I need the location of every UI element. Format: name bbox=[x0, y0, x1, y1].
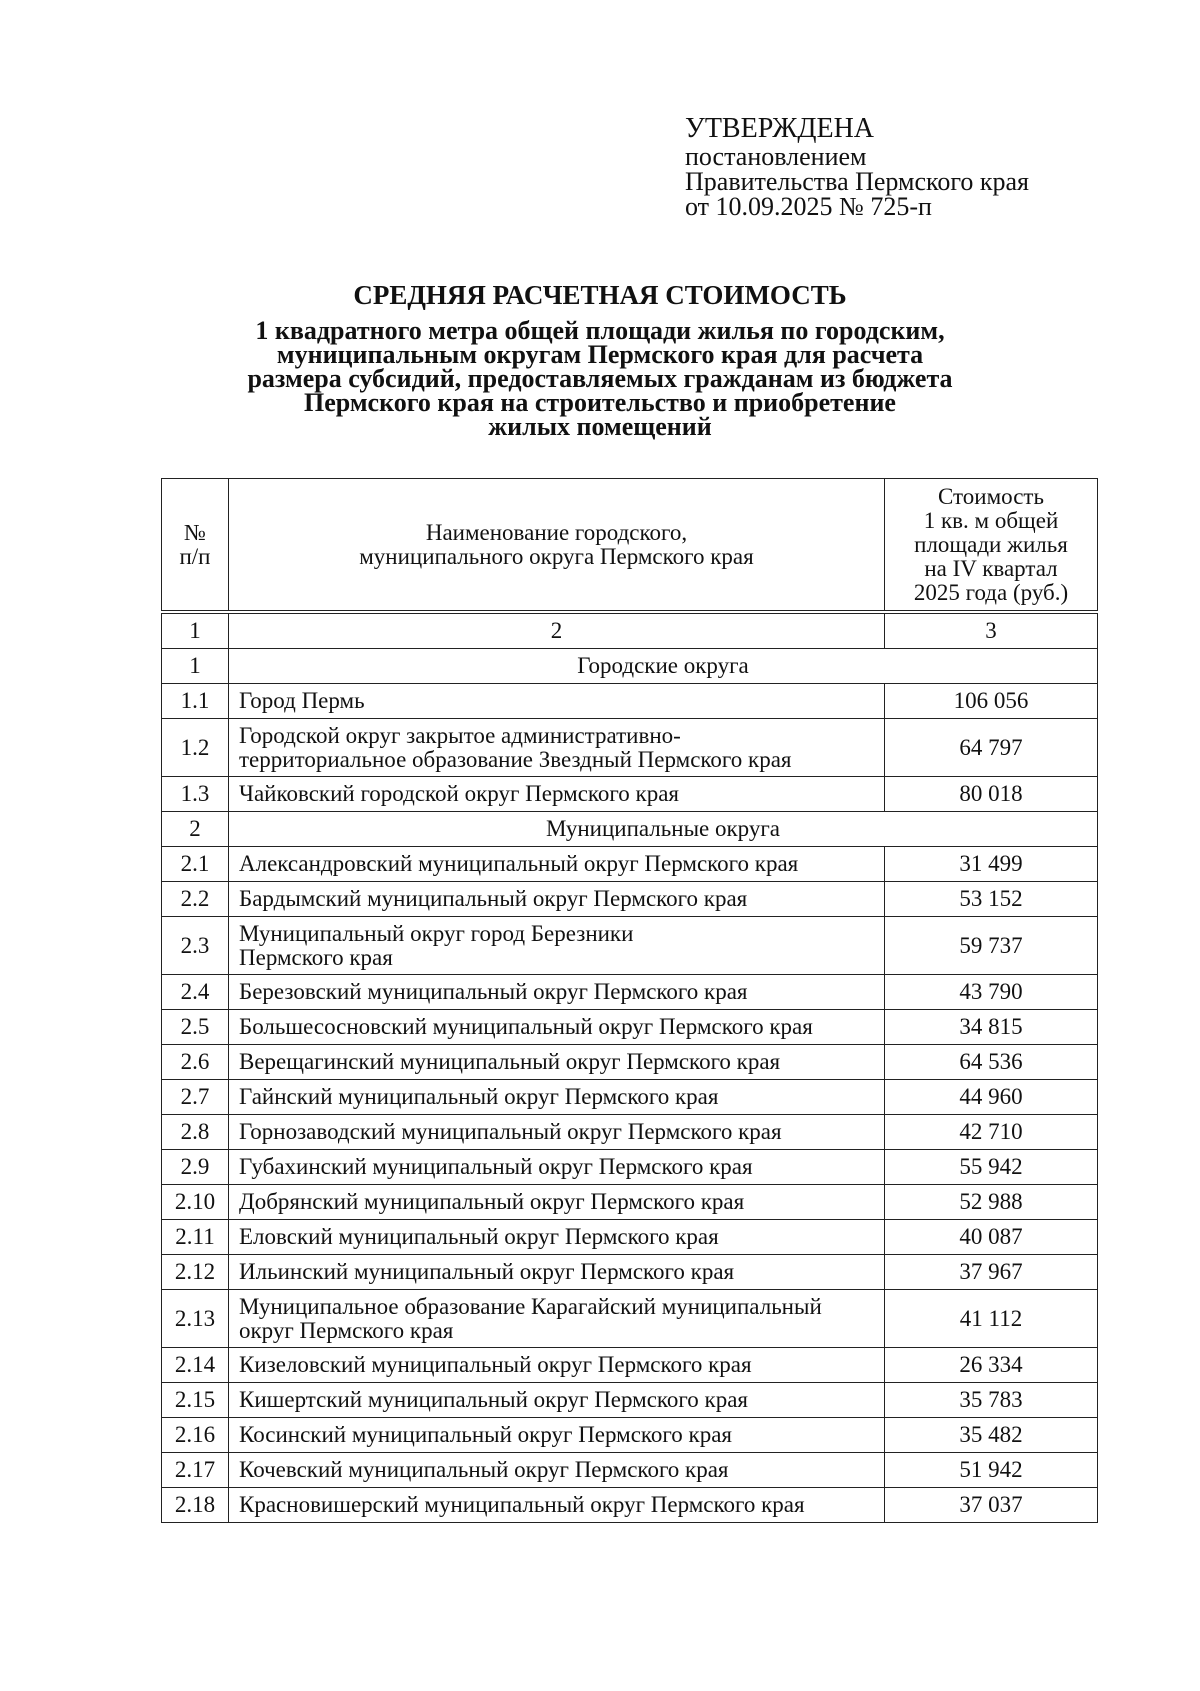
table-row bbox=[162, 1115, 1098, 1150]
district-name bbox=[229, 1255, 885, 1290]
row-number: 2.16 bbox=[162, 1418, 229, 1453]
row-number: 2.13 bbox=[162, 1290, 229, 1348]
title-sub-line: 1 квадратного метра общей площади жилья по городским, bbox=[255, 316, 945, 345]
table-header-row bbox=[162, 479, 1098, 613]
district-name bbox=[229, 882, 885, 917]
cost-value: 37 037 bbox=[885, 1488, 1098, 1523]
district-name bbox=[229, 684, 885, 719]
table-row bbox=[162, 1383, 1098, 1418]
approval-line-1: постановлением bbox=[685, 142, 867, 171]
cost-value: 43 790 bbox=[885, 975, 1098, 1010]
row-number: 2.9 bbox=[162, 1150, 229, 1185]
district-name bbox=[229, 1010, 885, 1045]
district-name-line: Бардымский муниципальный округ Пермского края bbox=[239, 886, 748, 911]
cost-value: 31 499 bbox=[885, 847, 1098, 882]
row-number: 2 bbox=[162, 812, 229, 847]
cost-value: 106 056 bbox=[885, 684, 1098, 719]
row-number: 2.18 bbox=[162, 1488, 229, 1523]
cost-value: 64 797 bbox=[885, 719, 1098, 777]
table-row bbox=[162, 1453, 1098, 1488]
district-name-line: Добрянский муниципальный округ Пермского края bbox=[239, 1189, 745, 1214]
document-title bbox=[150, 279, 1050, 439]
row-number: 2.10 bbox=[162, 1185, 229, 1220]
row-number: 2.15 bbox=[162, 1383, 229, 1418]
district-name-line: Кочевский муниципальный округ Пермского края bbox=[239, 1457, 729, 1482]
district-name bbox=[229, 1488, 885, 1523]
table-row bbox=[162, 1290, 1098, 1348]
district-name-line: Косинский муниципальный округ Пермского края bbox=[239, 1422, 733, 1447]
cost-value: 59 737 bbox=[885, 917, 1098, 975]
district-name-line: Муниципальный округ город Березники bbox=[239, 920, 634, 946]
district-name-line: территориальное образование Звездный Пермского края bbox=[239, 746, 792, 772]
approval-line-3: от 10.09.2025 № 725-п bbox=[685, 192, 932, 221]
district-name-line: округ Пермского края bbox=[239, 1317, 454, 1343]
district-name-line: Березовский муниципальный округ Пермского края bbox=[239, 979, 748, 1004]
approval-block bbox=[685, 114, 1029, 219]
district-name bbox=[229, 1383, 885, 1418]
district-name-line: Красновишерский муниципальный округ Пермского края bbox=[239, 1492, 805, 1517]
cost-value: 42 710 bbox=[885, 1115, 1098, 1150]
cost-value: 35 482 bbox=[885, 1418, 1098, 1453]
table-row bbox=[162, 1348, 1098, 1383]
district-name-line: Кизеловский муниципальный округ Пермского края bbox=[239, 1352, 752, 1377]
table-row bbox=[162, 777, 1098, 812]
row-number: 2.5 bbox=[162, 1010, 229, 1045]
column-index: 3 bbox=[885, 612, 1098, 649]
row-number: 2.3 bbox=[162, 917, 229, 975]
cost-value: 80 018 bbox=[885, 777, 1098, 812]
district-name-line: Ильинский муниципальный округ Пермского края bbox=[239, 1259, 735, 1284]
district-name-line: Верещагинский муниципальный округ Пермского края bbox=[239, 1049, 781, 1074]
cost-value: 52 988 bbox=[885, 1185, 1098, 1220]
cost-value: 51 942 bbox=[885, 1453, 1098, 1488]
cost-value: 64 536 bbox=[885, 1045, 1098, 1080]
row-number: 2.12 bbox=[162, 1255, 229, 1290]
table-row bbox=[162, 882, 1098, 917]
section-row bbox=[162, 649, 1098, 684]
approval-line-2: Правительства Пермского края bbox=[685, 167, 1029, 196]
cost-table bbox=[161, 478, 1098, 1523]
district-name-line: Муниципальное образование Карагайский муниципальный bbox=[239, 1293, 822, 1319]
cost-value: 41 112 bbox=[885, 1290, 1098, 1348]
table-row bbox=[162, 975, 1098, 1010]
district-name bbox=[229, 975, 885, 1010]
title-sub-line: муниципальным округам Пермского края для расчета bbox=[276, 340, 924, 369]
district-name bbox=[229, 1185, 885, 1220]
cost-value: 37 967 bbox=[885, 1255, 1098, 1290]
district-name-line: Александровский муниципальный округ Пермского края bbox=[239, 851, 799, 876]
district-name bbox=[229, 1045, 885, 1080]
title-sub-line: Пермского края на строительство и приобретение bbox=[304, 388, 896, 417]
cost-value: 53 152 bbox=[885, 882, 1098, 917]
district-name bbox=[229, 719, 885, 777]
header-name: Наименование городского, муниципального округа Пермского края bbox=[229, 479, 885, 613]
district-name-line: Город Пермь bbox=[239, 688, 365, 713]
table-row bbox=[162, 1010, 1098, 1045]
table-row bbox=[162, 719, 1098, 777]
district-name-line: Гайнский муниципальный округ Пермского края bbox=[239, 1084, 719, 1109]
district-name bbox=[229, 777, 885, 812]
table-row bbox=[162, 847, 1098, 882]
district-name bbox=[229, 1418, 885, 1453]
row-number: 2.1 bbox=[162, 847, 229, 882]
header-num: № п/п bbox=[162, 479, 229, 613]
table-row bbox=[162, 917, 1098, 975]
table-row bbox=[162, 1255, 1098, 1290]
table-row bbox=[162, 1185, 1098, 1220]
column-index: 1 bbox=[162, 612, 229, 649]
district-name-line: Большесосновский муниципальный округ Пермского края bbox=[239, 1014, 813, 1039]
table-row bbox=[162, 1045, 1098, 1080]
district-name-line: Еловский муниципальный округ Пермского края bbox=[239, 1224, 719, 1249]
cost-value: 34 815 bbox=[885, 1010, 1098, 1045]
column-index-row bbox=[162, 612, 1098, 649]
table-row bbox=[162, 684, 1098, 719]
table-row bbox=[162, 1150, 1098, 1185]
district-name bbox=[229, 1220, 885, 1255]
table-row bbox=[162, 1488, 1098, 1523]
row-number: 2.8 bbox=[162, 1115, 229, 1150]
district-name-line: Кишертский муниципальный округ Пермского края bbox=[239, 1387, 749, 1412]
title-sub-line: размера субсидий, предоставляемых гражданам из бюджета bbox=[247, 364, 953, 393]
title-subtitle bbox=[150, 316, 1050, 441]
row-number: 1 bbox=[162, 649, 229, 684]
district-name bbox=[229, 1150, 885, 1185]
title-main: СРЕДНЯЯ РАСЧЕТНАЯ СТОИМОСТЬ bbox=[353, 280, 847, 310]
row-number: 1.2 bbox=[162, 719, 229, 777]
table-row bbox=[162, 1080, 1098, 1115]
row-number: 2.6 bbox=[162, 1045, 229, 1080]
section-row bbox=[162, 812, 1098, 847]
cost-value: 44 960 bbox=[885, 1080, 1098, 1115]
approval-stamp: УТВЕРЖДЕНА bbox=[685, 113, 875, 144]
row-number: 2.17 bbox=[162, 1453, 229, 1488]
district-name bbox=[229, 1115, 885, 1150]
district-name bbox=[229, 1453, 885, 1488]
section-title: Городские округа bbox=[229, 649, 1098, 684]
section-title: Муниципальные округа bbox=[229, 812, 1098, 847]
district-name-line: Горнозаводский муниципальный округ Пермского края bbox=[239, 1119, 782, 1144]
row-number: 1.1 bbox=[162, 684, 229, 719]
row-number: 2.11 bbox=[162, 1220, 229, 1255]
cost-value: 55 942 bbox=[885, 1150, 1098, 1185]
district-name bbox=[229, 917, 885, 975]
row-number: 2.14 bbox=[162, 1348, 229, 1383]
cost-value: 26 334 bbox=[885, 1348, 1098, 1383]
row-number: 2.4 bbox=[162, 975, 229, 1010]
district-name bbox=[229, 1348, 885, 1383]
row-number: 1.3 bbox=[162, 777, 229, 812]
row-number: 2.7 bbox=[162, 1080, 229, 1115]
cost-value: 35 783 bbox=[885, 1383, 1098, 1418]
header-cost: Стоимость 1 кв. м общей площади жилья на IV квартал 2025 года (руб.) bbox=[885, 479, 1098, 613]
row-number: 2.2 bbox=[162, 882, 229, 917]
district-name-line: Пермского края bbox=[239, 944, 393, 970]
district-name bbox=[229, 847, 885, 882]
table-row bbox=[162, 1418, 1098, 1453]
column-index: 2 bbox=[229, 612, 885, 649]
district-name-line: Городской округ закрытое административно- bbox=[239, 722, 681, 748]
cost-value: 40 087 bbox=[885, 1220, 1098, 1255]
district-name-line: Губахинский муниципальный округ Пермского края bbox=[239, 1154, 753, 1179]
district-name-line: Чайковский городской округ Пермского края bbox=[239, 781, 679, 806]
district-name bbox=[229, 1290, 885, 1348]
title-sub-line: жилых помещений bbox=[488, 412, 712, 441]
district-name bbox=[229, 1080, 885, 1115]
table-row bbox=[162, 1220, 1098, 1255]
